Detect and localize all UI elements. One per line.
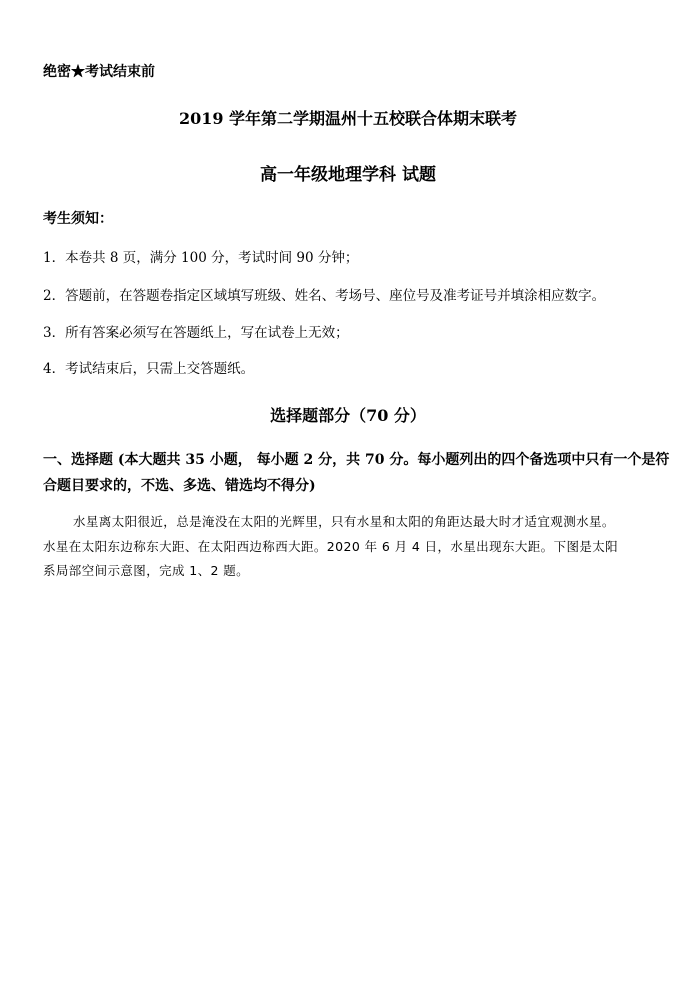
passage-line: 水星离太阳很近，总是淹没在太阳的光辉里，只有水星和太阳的角距达最大时才适宜观测水星。	[73, 514, 615, 529]
secret-mark: 绝密★考试结束前	[43, 64, 155, 80]
question-head-line: 合题目要求的，不选、多选、错选均不得分)	[43, 478, 316, 494]
notice-item: 1．本卷共 8 页，满分 100 分，考试时间 90 分钟；	[43, 250, 359, 266]
passage-line: 系局部空间示意图，完成 1、2 题。	[43, 563, 250, 578]
passage-line: 水星在太阳东边称东大距、在太阳西边称西大距。2020 年 6 月 4 日，水星出现东大距。下图是太阳	[43, 539, 619, 554]
notice-item: 4．考试结束后，只需上交答题纸。	[43, 361, 255, 377]
notice-heading: 考生须知：	[43, 211, 113, 227]
section-title: 选择题部分（70 分）	[270, 406, 426, 425]
exam-subtitle: 高一年级地理学科 试题	[260, 165, 436, 185]
exam-title: 2019 学年第二学期温州十五校联合体期末联考	[178, 109, 518, 128]
question-head-line: 一、选择题 (本大题共 35 小题， 每小题 2 分，共 70 分。每小题列出的四个备选项中只有一个是符	[43, 452, 670, 468]
notice-item: 3．所有答案必须写在答题纸上，写在试卷上无效；	[43, 325, 349, 341]
notice-item: 2．答题前，在答题卷指定区域填写班级、姓名、考场号、座位号及准考证号并填涂相应数字。	[43, 288, 606, 304]
